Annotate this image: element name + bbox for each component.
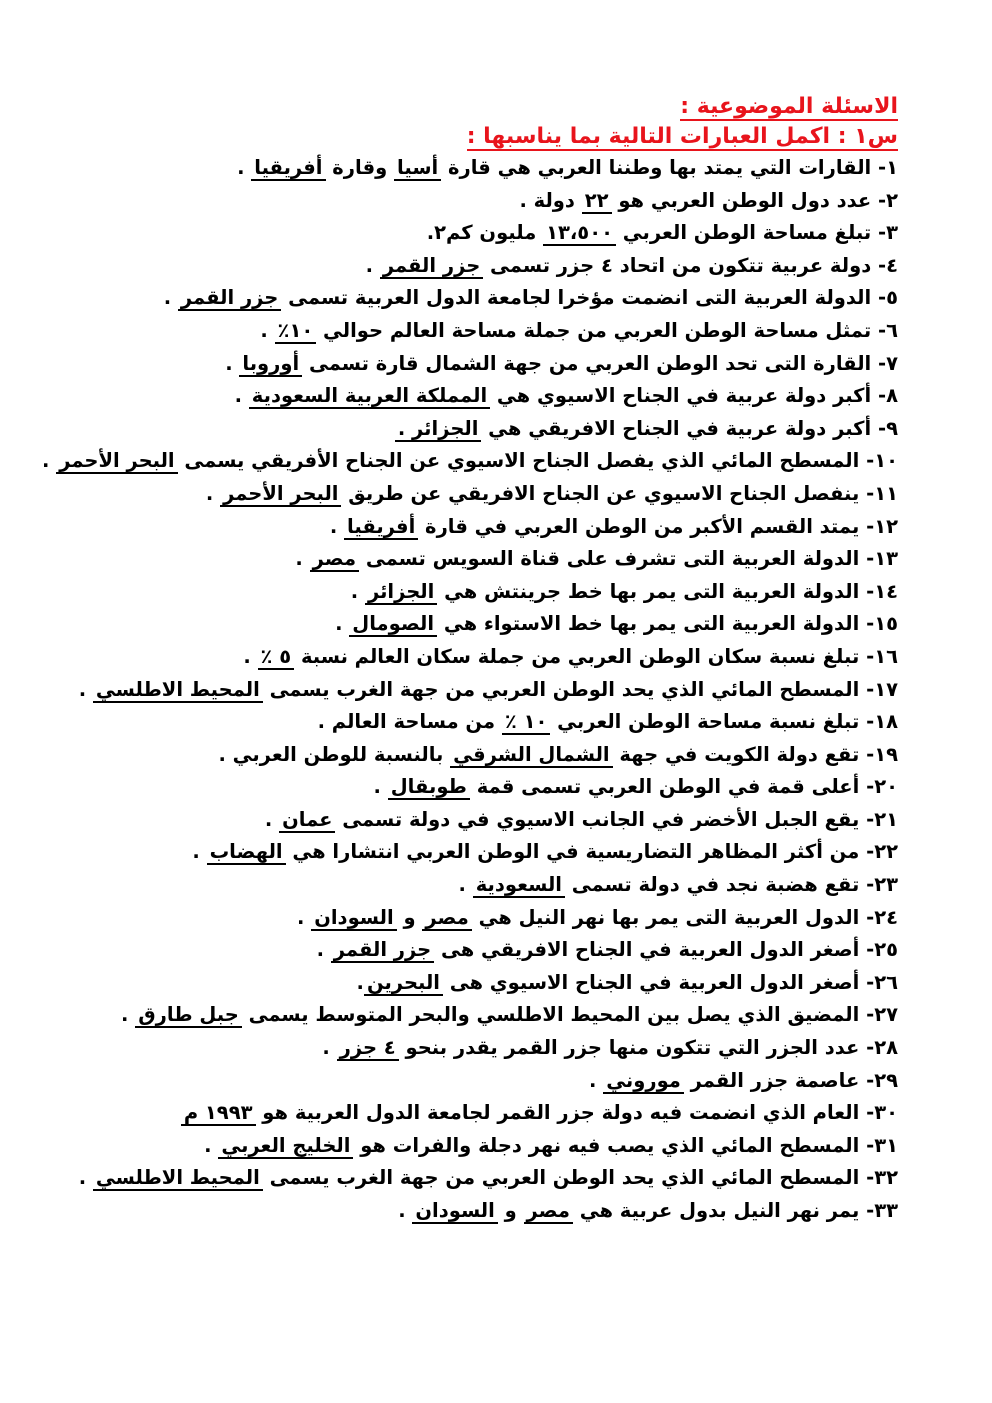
question-text: أعلى قمة في الوطن العربي تسمى قمة — [469, 775, 860, 799]
question-item — [128, 152, 898, 185]
question-text: المضيق الذي يصل بين المحيط الاطلسي والبحر المتوسط يسمى — [241, 1003, 860, 1027]
question-text-end: . — [204, 1133, 219, 1157]
question-text-end: . — [398, 1199, 413, 1222]
answer-blank: ١٠ ٪ — [502, 710, 551, 735]
number-separator: - — [859, 1068, 875, 1092]
question-text: أصغر الدول العربية في الجناح الاسيوي هى — [442, 970, 860, 994]
question-item — [128, 348, 898, 381]
answer-blank: ١٣،٥٠٠ — [543, 221, 616, 246]
question-item — [128, 608, 898, 641]
question-number: ٣٢ — [874, 1166, 898, 1190]
question-number: ٢٠ — [874, 775, 898, 799]
question-number: ٥ — [886, 286, 898, 310]
question-text: المسطح المائي الذي يصب فيه نهر دجلة والفرات هو — [353, 1133, 860, 1157]
answer-blank: ١٩٩٣ م — [181, 1101, 256, 1126]
question-item — [128, 315, 898, 348]
answer-blank: السودان — [311, 906, 396, 931]
question-text: تمثل مساحة الوطن العربي من جملة مساحة العالم حوالي — [316, 318, 872, 342]
question-number: ١٤ — [874, 579, 898, 603]
answer-blank: جزر القمر — [331, 938, 434, 963]
question-item — [128, 1032, 898, 1065]
question-text: الدولة العربية التى يمر بها خط الاستواء هي — [437, 612, 860, 636]
number-separator: - — [859, 938, 875, 962]
question-number: ١٧ — [874, 677, 898, 701]
question-text: من أكثر المظاهر التضاريسية في الوطن العربي انتشارا هي — [285, 840, 860, 864]
question-text: يمر نهر النيل بدول عربية هي — [572, 1199, 860, 1222]
question-item — [128, 1065, 898, 1098]
question-text-end: . — [42, 449, 57, 473]
question-header — [128, 122, 898, 152]
question-number: ١٥ — [874, 612, 898, 636]
question-text-end: . — [234, 384, 249, 408]
answer-blank: عمان — [279, 808, 335, 833]
question-number: ٣١ — [874, 1133, 898, 1157]
question-item — [78, 1162, 898, 1195]
number-separator: - — [859, 579, 875, 603]
question-text: عاصمة جزر القمر — [683, 1068, 860, 1092]
question-number: ٤ — [886, 253, 898, 277]
question-number: ٢٥ — [874, 938, 898, 962]
question-item — [128, 902, 898, 935]
question-text: تقع دولة الكويت في جهة — [612, 742, 860, 766]
question-item — [128, 185, 898, 218]
number-separator: - — [859, 970, 875, 994]
question-number: ٢٧ — [874, 1003, 898, 1027]
number-separator: - — [859, 1036, 875, 1060]
question-text-end: . — [205, 481, 221, 505]
question-item — [8, 445, 898, 478]
answer-blank: أسيا — [394, 156, 441, 181]
question-text-end: . — [225, 351, 240, 375]
answer-blank: الخليج العربي — [218, 1134, 353, 1159]
number-separator: - — [859, 449, 875, 473]
answer-blank: البحر الأحمر — [220, 482, 341, 507]
answer-blank: البحرين — [364, 971, 443, 996]
question-text-end: . — [78, 1166, 93, 1190]
question-text: يقع الجبل الأخضر في الجانب الاسيوي في دولة تسمى — [335, 807, 860, 831]
question-text-end: . — [316, 938, 331, 962]
number-separator: - — [859, 905, 875, 929]
question-item — [128, 380, 898, 413]
number-separator: - — [859, 1003, 875, 1027]
answer-blank: الصومال — [349, 612, 437, 637]
number-separator: - — [859, 1101, 875, 1125]
answer-blank: أفريقيا — [344, 515, 418, 540]
answer-blank: مصر — [422, 906, 471, 931]
answer-blank: مصر — [310, 547, 359, 572]
answer-blank: الشمال الشرقي — [450, 743, 612, 768]
number-separator: - — [859, 807, 875, 831]
question-item — [128, 641, 898, 674]
question-text: الدول العربية التى يمر بها نهر النيل هي — [471, 905, 860, 929]
question-number: ٢ — [886, 188, 898, 212]
question-item — [78, 674, 898, 707]
section-title-text: الاسئلة الموضوعية : — [680, 94, 898, 119]
question-number: ٢٤ — [874, 905, 898, 929]
answer-blank: ١٠٪ — [275, 319, 317, 344]
question-number: ٢٨ — [874, 1036, 898, 1060]
question-text: المسطح المائي الذي يفصل الجناح الاسيوي عن الجناح الأفريقي يسمى — [177, 449, 860, 473]
question-text: دولة عربية تتكون من اتحاد ٤ جزر تسمى — [483, 253, 872, 277]
number-separator: - — [859, 644, 875, 668]
number-separator: - — [871, 221, 887, 245]
question-item — [128, 576, 898, 609]
question-text-end: . — [264, 807, 280, 831]
number-separator: - — [859, 873, 875, 897]
answer-blank: جبل طارق — [135, 1003, 242, 1028]
question-text-end: . — [373, 775, 388, 799]
answer-blank: مصر — [524, 1199, 573, 1224]
question-text: القارة التى تحد الوطن العربي من جهة الشمال قارة تسمى — [302, 351, 872, 375]
question-number: ٣٣ — [874, 1199, 898, 1222]
question-number: ٢٣ — [874, 873, 898, 897]
answer-blank: المحيط الاطلسي — [93, 1166, 263, 1191]
question-number: ١١ — [874, 481, 898, 505]
number-separator: - — [859, 742, 875, 766]
question-item — [128, 511, 898, 544]
number-separator: - — [859, 775, 875, 799]
question-number: ١٨ — [874, 710, 898, 734]
number-separator: - — [859, 1133, 875, 1157]
question-number: ٣٠ — [874, 1101, 898, 1125]
question-text-end: . — [356, 970, 364, 994]
worksheet-page — [42, 92, 898, 1228]
answer-blank: طوبقال — [388, 775, 470, 800]
question-list — [42, 152, 898, 1228]
question-text-end: . — [297, 905, 312, 929]
question-number: ١٣ — [874, 547, 898, 571]
question-item — [128, 250, 898, 283]
question-number: ٩ — [886, 416, 898, 440]
answer-blank: المحيط الاطلسي — [93, 678, 263, 703]
question-number: ٨ — [886, 384, 898, 408]
question-item — [128, 706, 898, 739]
question-text-end: . — [350, 579, 365, 603]
answer-blank: ٤ جزر — [337, 1036, 399, 1061]
question-text-end: . — [243, 644, 258, 668]
question-item — [128, 771, 898, 804]
question-text-connector: و — [396, 905, 423, 929]
question-text-end: بالنسبة للوطن العربي . — [218, 742, 451, 766]
question-item — [128, 804, 898, 837]
question-text: تبلغ نسبة مساحة الوطن العربي — [550, 710, 860, 734]
question-text: الدولة العربية التى انضمت مؤخرا لجامعة الدول العربية تسمى — [281, 286, 872, 310]
question-text-end: دولة . — [519, 188, 582, 212]
question-text-end: . — [335, 612, 350, 636]
question-text-end: . — [365, 253, 380, 277]
number-separator: - — [859, 1166, 875, 1190]
question-number: ١ — [886, 156, 898, 179]
question-number: ٢٩ — [874, 1068, 898, 1092]
answer-blank: السعودية — [473, 873, 565, 898]
answer-blank: جزر القمر — [380, 254, 483, 279]
question-text-end: . — [78, 677, 93, 701]
question-number: ١٠ — [874, 449, 898, 473]
question-item — [128, 478, 898, 511]
answer-blank: ٢٢ — [582, 189, 612, 214]
answer-blank: البحر الأحمر — [56, 449, 177, 474]
answer-blank: أفريقيا — [251, 156, 325, 181]
answer-blank: المملكة العربية السعودية — [249, 384, 490, 409]
number-separator: - — [859, 481, 875, 505]
section-title — [128, 92, 898, 122]
question-text-end: . — [260, 318, 275, 342]
question-text-end: . — [329, 514, 345, 538]
number-separator: - — [859, 677, 875, 701]
question-text-end: . — [588, 1068, 604, 1092]
number-separator: - — [859, 840, 875, 864]
number-separator: - — [871, 286, 887, 310]
question-item — [128, 967, 898, 1000]
question-text-end: . — [192, 840, 207, 864]
question-text: الدولة العربية التى يمر بها خط جرينتش هي — [437, 579, 860, 603]
question-item — [128, 543, 898, 576]
question-text-end: من مساحة العالم . — [317, 710, 502, 734]
question-text: يمتد القسم الأكبر من الوطن العربي في قارة — [418, 514, 860, 538]
question-item — [128, 869, 898, 902]
question-number: ٧ — [886, 351, 898, 375]
question-item — [128, 739, 898, 772]
number-separator: - — [871, 318, 887, 342]
number-separator: - — [871, 156, 887, 179]
number-separator: - — [871, 253, 887, 277]
question-text-end: . — [237, 156, 252, 179]
answer-blank: جزر القمر — [178, 286, 281, 311]
number-separator: - — [871, 384, 887, 408]
question-text: المسطح المائي الذي يحد الوطن العربي من جهة الغرب يسمى — [262, 1166, 860, 1190]
answer-blank: السودان — [412, 1199, 497, 1224]
question-text-connector: وقارة — [325, 156, 395, 179]
question-number: ٢٦ — [874, 970, 898, 994]
question-text: تبلغ مساحة الوطن العربي — [616, 221, 872, 245]
question-text-end: . — [295, 547, 310, 571]
answer-blank: ٥ ٪ — [258, 645, 295, 670]
question-number: ١٩ — [874, 742, 898, 766]
number-separator: - — [859, 612, 875, 636]
question-item — [128, 1195, 898, 1228]
question-item — [128, 1097, 898, 1130]
question-text: تقع هضبة نجد في دولة تسمى — [564, 873, 860, 897]
question-number: ١٦ — [874, 644, 898, 668]
question-item — [128, 413, 898, 446]
question-text: عدد الجزر التي تتكون منها جزر القمر يقدر بنحو — [398, 1036, 860, 1060]
question-text: أصغر الدول العربية في الجناح الافريقي هى — [434, 938, 860, 962]
question-text-end: . — [322, 1036, 337, 1060]
question-text-end: . — [458, 873, 473, 897]
answer-blank: الهضاب — [207, 840, 286, 865]
number-separator: - — [859, 514, 875, 538]
question-header-text: س١ : اكمل العبارات التالية بما يناسبها : — [466, 124, 898, 149]
question-text: القارات التي يمتد بها وطننا العربي هي قارة — [441, 156, 872, 179]
question-text-connector: و — [497, 1199, 524, 1222]
answer-blank: الجزائر . — [395, 417, 482, 442]
number-separator: - — [871, 416, 887, 440]
question-text: ينفصل الجناح الاسيوي عن الجناح الافريقي عن طريق — [341, 481, 860, 505]
question-number: ٦ — [886, 318, 898, 342]
number-separator: - — [859, 547, 875, 571]
question-text: أكبر دولة عربية في الجناح الافريقي هي — [481, 416, 872, 440]
question-text-end: مليون كم٢. — [426, 221, 544, 245]
question-item — [128, 1130, 898, 1163]
question-text: تبلغ نسبة سكان الوطن العربي من جملة سكان العالم نسبة — [294, 644, 860, 668]
answer-blank: الجزائر — [365, 580, 437, 605]
question-number: ١٢ — [874, 514, 898, 538]
question-text: أكبر دولة عربية في الجناح الاسيوي هي — [490, 384, 872, 408]
question-item — [128, 217, 898, 250]
answer-blank: أوروبا — [239, 352, 302, 377]
question-item — [128, 836, 898, 869]
answer-blank: موروني — [603, 1069, 684, 1094]
question-number: ٣ — [886, 221, 898, 245]
number-separator: - — [859, 710, 875, 734]
number-separator: - — [871, 351, 887, 375]
number-separator: - — [859, 1199, 875, 1222]
question-item — [128, 934, 898, 967]
question-text-end: . — [163, 286, 178, 310]
question-number: ٢٢ — [874, 840, 898, 864]
question-text: عدد دول الوطن العربي هو — [611, 188, 872, 212]
question-text-end: . — [121, 1003, 136, 1027]
question-text: العام الذي انضمت فيه دولة جزر القمر لجامعة الدول العربية هو — [255, 1101, 860, 1125]
question-text: المسطح المائي الذي يحد الوطن العربي من جهة الغرب يسمى — [262, 677, 860, 701]
question-text: الدولة العربية التى تشرف على قناة السويس تسمى — [359, 547, 860, 571]
question-number: ٢١ — [874, 807, 898, 831]
number-separator: - — [871, 188, 887, 212]
question-item — [128, 282, 898, 315]
question-item — [121, 999, 898, 1032]
